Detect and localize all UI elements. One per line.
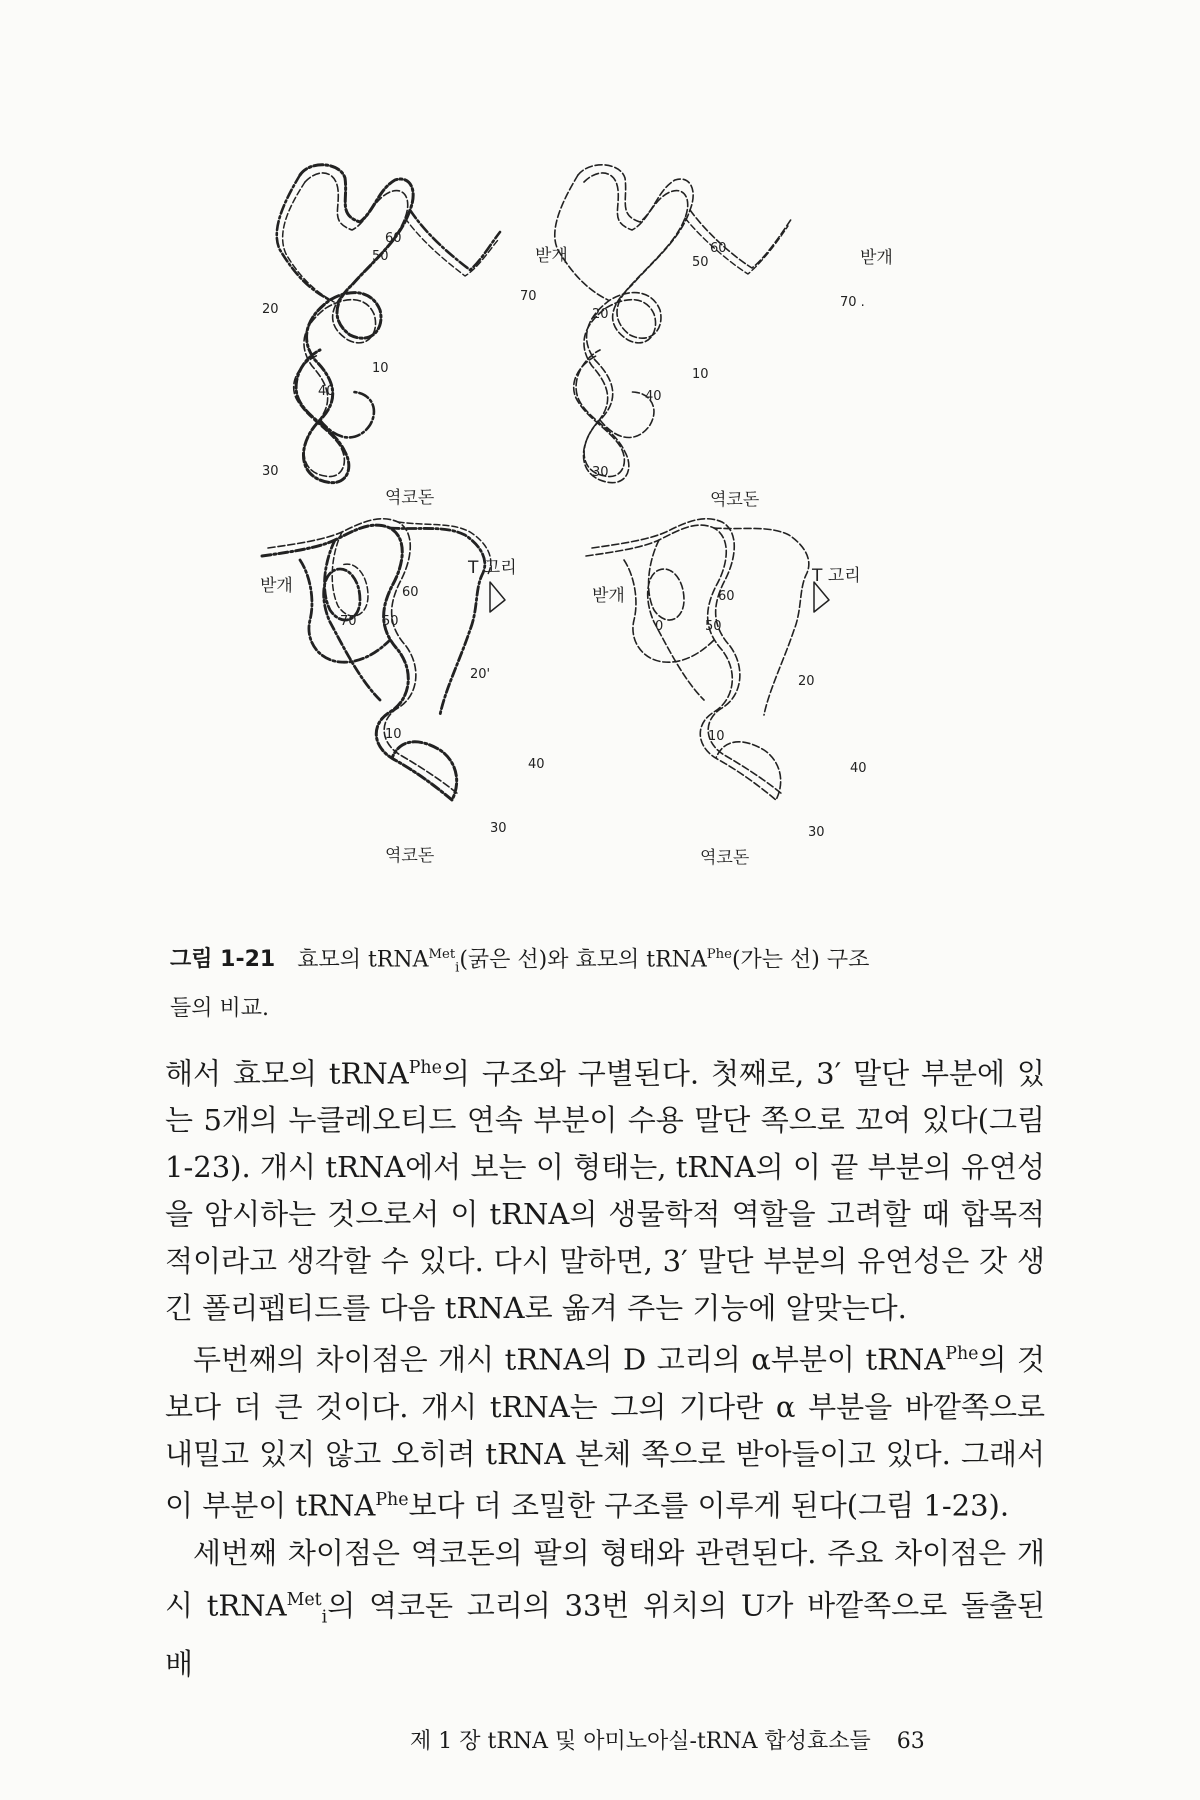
label-br-40: 40: [850, 761, 867, 776]
caption-sub-i: i: [455, 960, 460, 976]
caption-text-c: (가는 선) 구조: [731, 947, 870, 973]
label-br-60: 60: [718, 589, 735, 604]
label-tr-40: 40: [645, 389, 662, 404]
label-bl-50: 50: [382, 614, 399, 629]
structure-top-right: [555, 165, 792, 483]
structure-top-left: [277, 165, 500, 483]
paragraph-1: [165, 1045, 1045, 1331]
label-br-t-loop: T 고리: [812, 566, 861, 586]
label-tl-30: 30: [262, 464, 279, 479]
label-tl-40: 40: [318, 384, 335, 399]
p3-sup-met: Met: [286, 1589, 322, 1610]
label-tr-60: 60: [710, 241, 727, 256]
structure-bottom-right: [586, 519, 829, 800]
label-tl-60: 60: [385, 231, 402, 246]
figure-number: 그림 1-21: [170, 947, 276, 973]
label-bl-10: 10: [385, 727, 402, 742]
p3-text-a: 세번째 차이점은 역코돈의 팔의 형태와 관련된다. 주요 차이점은 개시 tRNA: [165, 1535, 1045, 1623]
paragraph-2: [165, 1331, 1045, 1530]
caption-sup-met: Met: [428, 947, 456, 962]
page-number: 63: [896, 1729, 925, 1754]
caption-sup-phe: Phe: [706, 947, 732, 962]
label-bl-70: 70: [340, 614, 357, 629]
p1-text-b: 의 구조와 구별된다. 첫째로, 3′ 말단 부분에 있는 5개의 누클레오티드 연속 부분이 수용 말단 쪽으로 꼬여 있다(그림 1-23). 개시 tRNA에서 보는 이 형태는, tRNA의 이 끝 부분의 유연성을 암시하는 것으로서 이 tRNA의 생물학적 역할을 고려할 때 합목적적이라고 생각할 수 있다. 다시 말하면, 3′ 말단 부분의 유연성은 갓 생긴 폴리펩티드를 다음 tRNA로 옮겨 주는 기능에 알맞는다.: [165, 1056, 1045, 1325]
p3-sub-i: i: [321, 1607, 328, 1628]
body-text: [165, 1045, 1045, 1688]
label-tr-acceptor-end: 받개: [860, 248, 893, 268]
p2-text-c: 보다 더 조밀한 구조를 이루게 된다(그림 1-23).: [408, 1489, 1010, 1524]
caption-text-b: (굵은 선)와 효모의 tRNA: [459, 947, 707, 973]
label-bl-anticodon: 역코돈: [385, 846, 435, 866]
label-br-acceptor-end: 받개: [592, 586, 625, 606]
label-tr-30: 30: [592, 465, 609, 480]
label-br-50: 50: [705, 619, 722, 634]
chapter-title: 제 1 장 tRNA 및 아미노아실-tRNA 합성효소들: [410, 1729, 871, 1754]
p1-sup-phe: Phe: [408, 1058, 442, 1078]
label-tr-20: 20: [592, 307, 609, 322]
label-br-20: 20: [798, 674, 815, 689]
label-bl-20: 20': [470, 667, 491, 682]
p2-sup-phe-1: Phe: [945, 1344, 979, 1365]
label-tr-anticodon: 역코돈: [710, 490, 760, 510]
label-tr-50: 50: [692, 255, 709, 270]
p2-sup-phe-2: Phe: [375, 1490, 409, 1511]
p1-text-a: 해서 효모의 tRNA: [165, 1056, 409, 1091]
p2-text-a: 두번째의 차이점은 개시 tRNA의 D 고리의 α부분이 tRNA: [193, 1343, 946, 1378]
label-br-10: 10: [708, 729, 725, 744]
label-tl-anticodon: 역코돈: [385, 488, 435, 508]
p3-text-b: 의 역코돈 고리의 33번 위치의 U가 바깥쪽으로 돌출된 배: [165, 1588, 1045, 1681]
p2-text-b: 의 것보다 더 큰 것이다. 개시 tRNA는 그의 기다란 α 부분을 바깥쪽으로 내밀고 있지 않고 오히려 tRNA 본체 쪽으로 받아들이고 있다. 그래서 이 부분이 tRNA: [165, 1343, 1046, 1524]
label-tr-10: 10: [692, 367, 709, 382]
caption-line2: 들의 비교.: [170, 995, 269, 1021]
caption-text-a: 효모의 tRNA: [297, 947, 429, 973]
label-bl-40: 40: [528, 757, 545, 772]
page-footer: [410, 1724, 925, 1755]
label-tr-70: 70 .: [840, 295, 865, 310]
label-tl-10: 10: [372, 361, 389, 376]
label-br-30: 30: [808, 825, 825, 840]
figure-caption: [170, 935, 1070, 1029]
label-br-70: 0: [655, 619, 664, 634]
paragraph-3: [165, 1530, 1045, 1688]
label-bl-30: 30: [490, 821, 507, 836]
label-tl-70: 70: [520, 289, 537, 304]
label-tl-acceptor-end: 받개: [535, 246, 568, 266]
label-tl-20: 20: [262, 302, 279, 317]
label-tl-50: 50: [372, 249, 389, 264]
label-bl-acceptor-end: 받개: [260, 576, 293, 596]
label-bl-t-loop: T 고리: [468, 558, 517, 578]
label-bl-60: 60: [402, 585, 419, 600]
label-br-anticodon: 역코돈: [700, 848, 750, 868]
